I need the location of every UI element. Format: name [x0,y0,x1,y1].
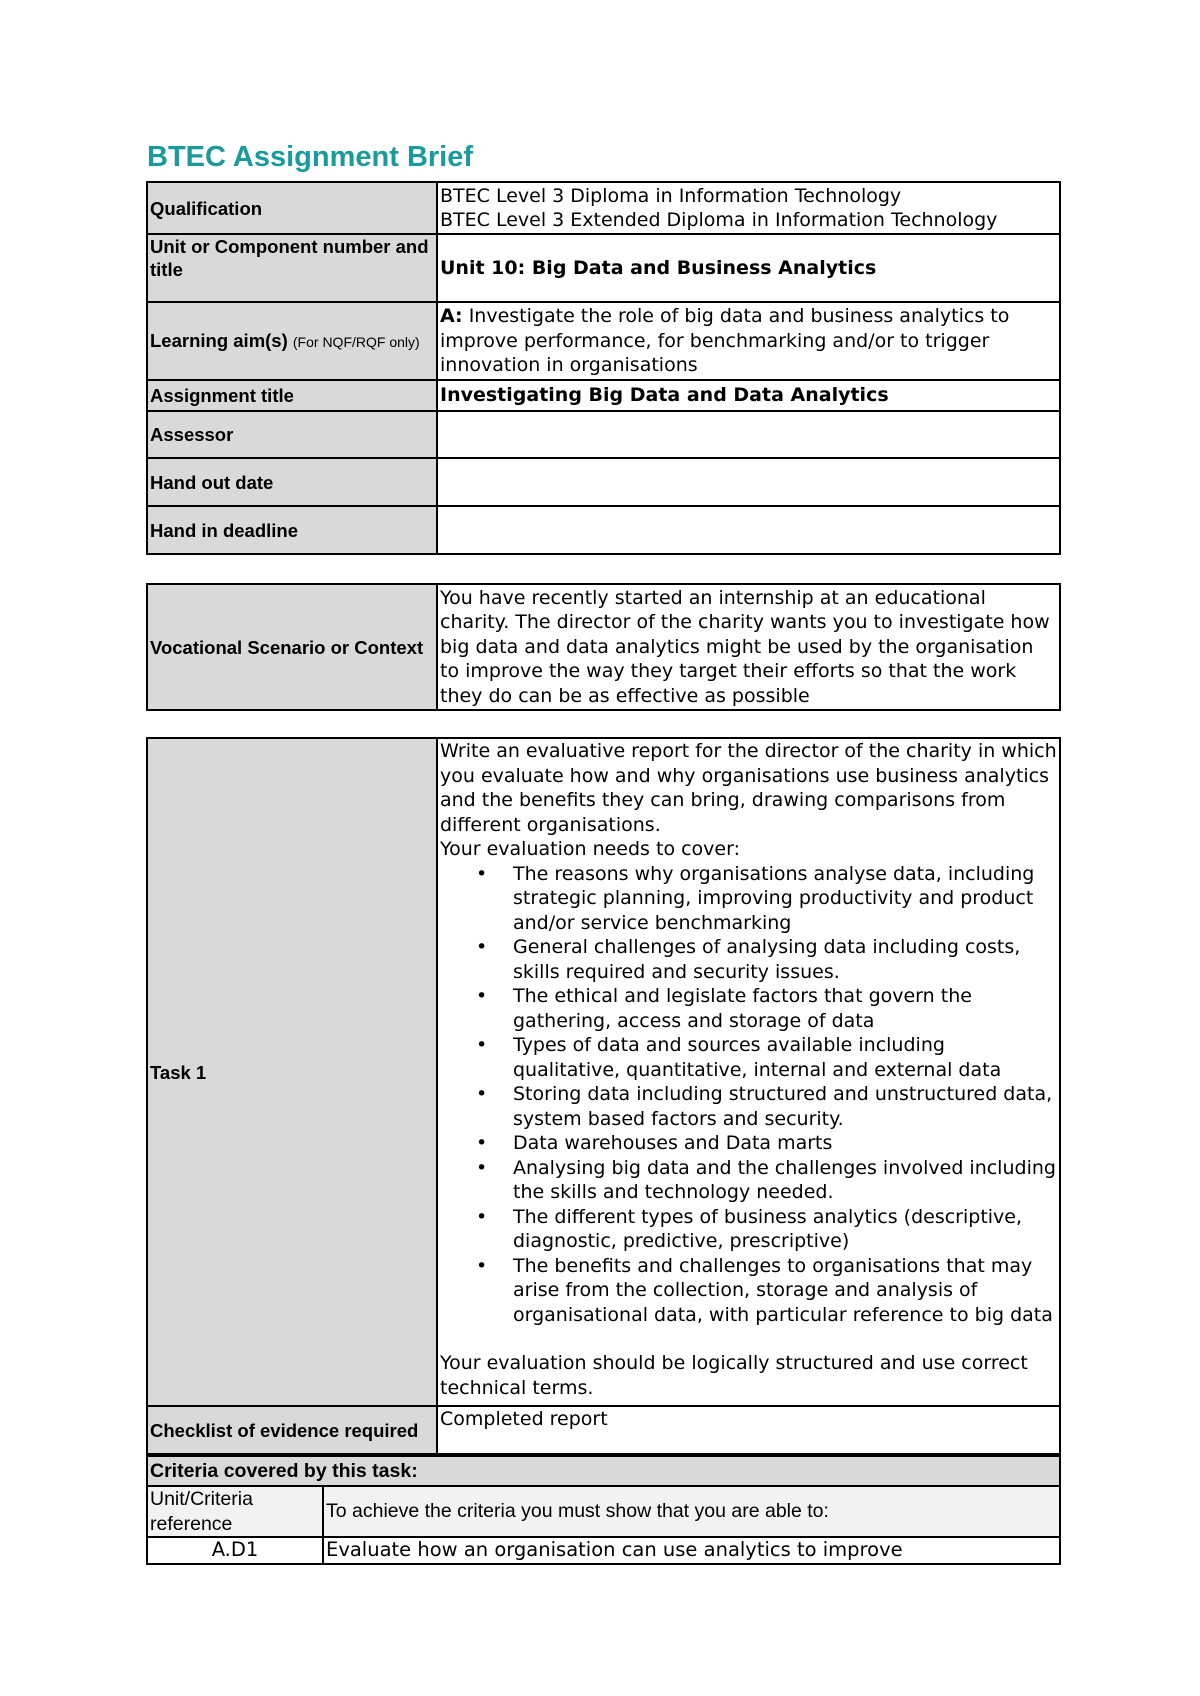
task-points-list [440,862,1057,1328]
task-point [476,1205,1057,1254]
bullet-icon: • [476,1156,488,1179]
scenario-text: You have recently started an internship at an educational charity. The director of the charity wants you to investigate how big data and data analytics might be used by the organisation to improve the way they target their efforts so that the work they do can be as effective as possible [437,584,1060,710]
hand-in-label: Hand in deadline [147,506,437,554]
hand-out-value [437,458,1060,506]
learning-aim-value [437,302,1060,380]
task-point-text: The benefits and challenges to organisations that may arise from the collection, storage and analysis of organisational data, with particular reference to big data [513,1254,1053,1326]
task-point [476,862,1057,936]
bullet-icon: • [476,1254,488,1277]
criteria-col1-header: Unit/Criteria reference [147,1486,323,1537]
bullet-icon: • [476,1083,488,1105]
learning-aim-label-note: (For NQF/RQF only) [292,333,420,350]
task-point-text: The reasons why organisations analyse data, including strategic planning, improving productivity and product and/or service benchmarking [513,862,1035,934]
criteria-header-row [147,1486,1060,1537]
task-point [476,935,1057,984]
qualification-row [147,182,1060,234]
scenario-label: Vocational Scenario or Context [147,584,437,710]
task-label: Task 1 [147,738,437,1406]
task-point-text: The different types of business analytics (descriptive, diagnostic, predictive, prescriptive) [513,1205,1023,1252]
assignment-title-row [147,380,1060,411]
task-point-text: Analysing big data and the challenges involved including the skills and technology needed. [513,1156,1056,1203]
assignment-title-value: Investigating Big Data and Data Analytics [437,380,1060,411]
hand-out-row [147,458,1060,506]
checklist-row [147,1406,1060,1454]
learning-aim-row [147,302,1060,380]
task-point [476,1156,1057,1205]
task-point-text: Storing data including structured and unstructured data, system based factors and security. [513,1083,1053,1130]
task-point [476,1033,1057,1082]
hand-out-label: Hand out date [147,458,437,506]
unit-value: Unit 10: Big Data and Business Analytics [437,234,1060,302]
task-point [476,1131,1057,1156]
checklist-value: Completed report [437,1406,1060,1454]
learning-aim-label-text: Learning aim(s) [150,329,288,351]
qualification-line-1: BTEC Level 3 Diploma in Information Technology [440,184,902,207]
criteria-col2-header: To achieve the criteria you must show that you are able to: [323,1486,1060,1537]
criteria-row [147,1537,1060,1564]
learning-aim-label [147,302,437,380]
task-point [476,984,1057,1033]
hand-in-value [437,506,1060,554]
task-table [146,737,1061,1455]
task-point-text: General challenges of analysing data including costs, skills required and security issues. [513,936,1021,983]
task-row [147,738,1060,1406]
scenario-row [147,584,1060,710]
bullet-icon: • [476,1132,488,1154]
bullet-icon: • [476,985,488,1007]
criteria-table [146,1455,1061,1565]
bullet-icon: • [476,936,488,958]
page-title: BTEC Assignment Brief [147,141,474,173]
bullet-icon: • [476,1034,488,1056]
assessor-label: Assessor [147,411,437,458]
qualification-label: Qualification [147,182,437,234]
spacer [440,1327,1057,1351]
task-intro: Write an evaluative report for the director of the charity in which you evaluate how and why organisations use business analytics and the benefits they can bring, drawing comparisons from different organisations. [440,740,1057,836]
learning-aim-prefix: A: [440,305,463,328]
details-table [146,181,1061,555]
assignment-title-label: Assignment title [147,380,437,411]
learning-aim-text: Investigate the role of big data and business analytics to improve performance, for benchmarking and/or to trigger innovation in organisations [440,305,1010,377]
hand-in-row [147,506,1060,554]
task-point-text: The ethical and legislate factors that govern the gathering, access and storage of data [513,985,972,1032]
task-point [476,1082,1057,1131]
assessor-value [437,411,1060,458]
task-cover-heading: Your evaluation needs to cover: [440,838,740,860]
criteria-text: Evaluate how an organisation can use analytics to improve [323,1537,1060,1564]
qualification-value [437,182,1060,234]
scenario-table [146,583,1061,711]
unit-row [147,234,1060,302]
checklist-label: Checklist of evidence required [147,1406,437,1454]
assessor-row [147,411,1060,458]
qualification-line-2: BTEC Level 3 Extended Diploma in Information Technology [440,209,998,231]
task-point-text: Data warehouses and Data marts [513,1132,833,1154]
task-point-text: Types of data and sources available including qualitative, quantitative, internal and external data [513,1034,1002,1081]
bullet-icon: • [476,862,488,885]
task-content [437,738,1060,1406]
unit-label: Unit or Component number and title [147,234,437,302]
criteria-heading-row [147,1456,1060,1486]
bullet-icon: • [476,1205,488,1228]
criteria-ref: A.D1 [147,1537,323,1564]
criteria-heading: Criteria covered by this task: [147,1456,1060,1486]
task-closing: Your evaluation should be logically structured and use correct technical terms. [440,1352,1028,1399]
task-point [476,1254,1057,1328]
